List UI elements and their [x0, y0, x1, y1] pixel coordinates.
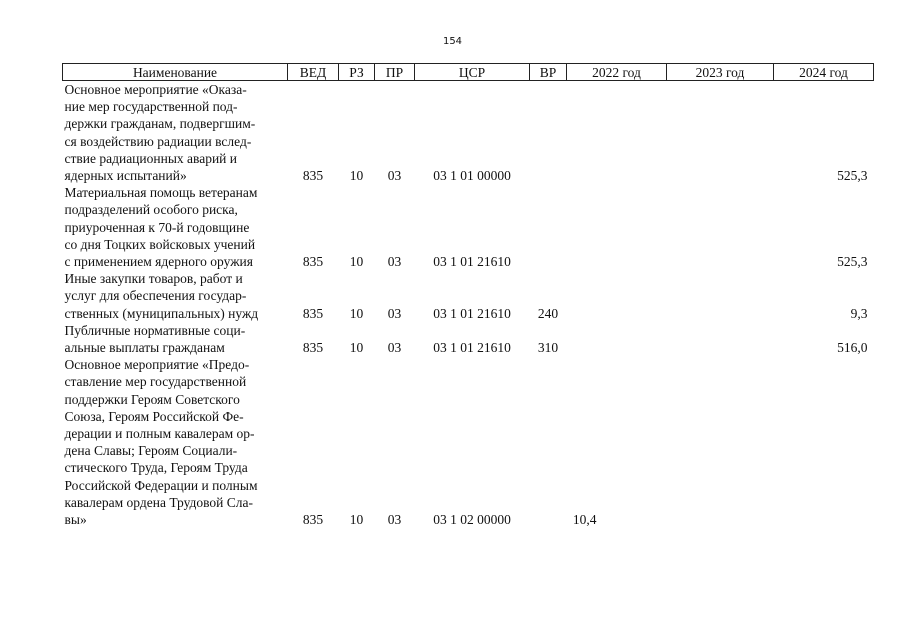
row-name-line: держки гражданам, подвергшим- [64, 116, 256, 132]
row-name-line: дена Славы; Героям Социали- [64, 443, 238, 459]
row-name-line: приуроченная к 70-й годовщине [64, 219, 250, 235]
header-ved: ВЕД [288, 64, 339, 81]
cell-ved: 835 [302, 254, 324, 270]
row-name-line: Союза, Героям Российской Фе- [64, 408, 244, 424]
cell-rz: 10 [349, 340, 364, 356]
row-name [63, 356, 288, 528]
table-row [63, 81, 874, 185]
cell-pr: 03 [387, 305, 402, 321]
row-name-line: Основное мероприятие «Оказа- [64, 82, 247, 97]
cell-vr [530, 356, 567, 528]
cell-y2024: 525,3 [837, 254, 868, 270]
cell-y2022 [567, 322, 667, 356]
row-name-line: кавалерам ордена Трудовой Сла- [64, 494, 253, 510]
row-name-line: со дня Тоцких войсковых учений [64, 236, 256, 252]
cell-pr: 03 [387, 168, 402, 184]
row-name-line: ние мер государственной под- [64, 99, 238, 115]
cell-vr: 240 [537, 305, 559, 321]
cell-rz: 10 [349, 512, 364, 528]
cell-vr [530, 81, 567, 185]
table-row [63, 184, 874, 270]
cell-vr: 310 [537, 340, 559, 356]
cell-y2022 [567, 184, 667, 270]
row-name-line: ставление мер государственной [64, 374, 247, 390]
cell-y2023 [667, 356, 774, 528]
row-name-line: дерации и полным кавалерам ор- [64, 426, 255, 442]
row-name-line: Публичные нормативные соци- [64, 322, 246, 338]
header-vr: ВР [530, 64, 567, 81]
cell-y2023 [667, 81, 774, 185]
cell-rz: 10 [349, 168, 364, 184]
cell-ved: 835 [302, 168, 324, 184]
cell-pr: 03 [387, 340, 402, 356]
header-2023: 2023 год [667, 64, 774, 81]
header-2024: 2024 год [774, 64, 874, 81]
row-name-line: Основное мероприятие «Предо- [64, 357, 250, 373]
row-name-line: с применением ядерного оружия [64, 254, 253, 270]
cell-rz: 10 [349, 305, 364, 321]
table-header-row [63, 64, 874, 81]
row-name [63, 184, 288, 270]
cell-pr: 03 [387, 512, 402, 528]
row-name-line: поддержки Героям Советского [64, 391, 240, 407]
row-name-line: ствие радиационных аварий и [64, 150, 238, 166]
table-row [63, 270, 874, 322]
page-number: 154 [442, 36, 463, 47]
budget-table [62, 63, 874, 528]
row-name-line: услуг для обеспечения государ- [64, 288, 247, 304]
cell-csr: 03 1 01 21610 [433, 305, 511, 321]
header-2022: 2022 год [567, 64, 667, 81]
header-rz: РЗ [339, 64, 375, 81]
cell-ved: 835 [302, 305, 324, 321]
cell-y2024: 525,3 [837, 168, 868, 184]
cell-y2024 [774, 356, 874, 528]
table-row [63, 356, 874, 528]
cell-vr [530, 184, 567, 270]
cell-y2023 [667, 184, 774, 270]
row-name [63, 81, 288, 185]
row-name-line: подразделений особого риска, [64, 202, 238, 218]
row-name-line: вы» [64, 512, 87, 528]
header-pr: ПР [375, 64, 415, 81]
cell-pr: 03 [387, 254, 402, 270]
row-name-line: Иные закупки товаров, работ и [64, 271, 243, 287]
header-csr: ЦСР [415, 64, 530, 81]
row-name [63, 270, 288, 322]
cell-csr: 03 1 01 00000 [433, 168, 511, 184]
cell-y2023 [667, 270, 774, 322]
cell-y2022 [567, 81, 667, 185]
row-name [63, 322, 288, 356]
table-row [63, 322, 874, 356]
row-name-line: ядерных испытаний» [64, 168, 187, 184]
cell-y2022: 10,4 [572, 512, 597, 528]
table-body [63, 81, 874, 529]
cell-csr: 03 1 01 21610 [433, 340, 511, 356]
row-name-line: альные выплаты гражданам [64, 340, 225, 356]
cell-csr: 03 1 02 00000 [433, 512, 511, 528]
cell-y2023 [667, 322, 774, 356]
row-name-line: стического Труда, Героям Труда [64, 460, 248, 476]
row-name-line: ственных (муниципальных) нужд [64, 305, 259, 321]
row-name-line: ся воздействию радиации вслед- [64, 133, 252, 149]
row-name-line: Материальная помощь ветеранам [64, 185, 258, 201]
row-name-line: Российской Федерации и полным [64, 477, 258, 493]
cell-csr: 03 1 01 21610 [433, 254, 511, 270]
cell-y2022 [567, 270, 667, 322]
cell-ved: 835 [302, 340, 324, 356]
cell-ved: 835 [302, 512, 324, 528]
header-name: Наименование [63, 64, 288, 81]
cell-y2024: 516,0 [837, 340, 868, 356]
cell-y2024: 9,3 [850, 305, 868, 321]
cell-rz: 10 [349, 254, 364, 270]
